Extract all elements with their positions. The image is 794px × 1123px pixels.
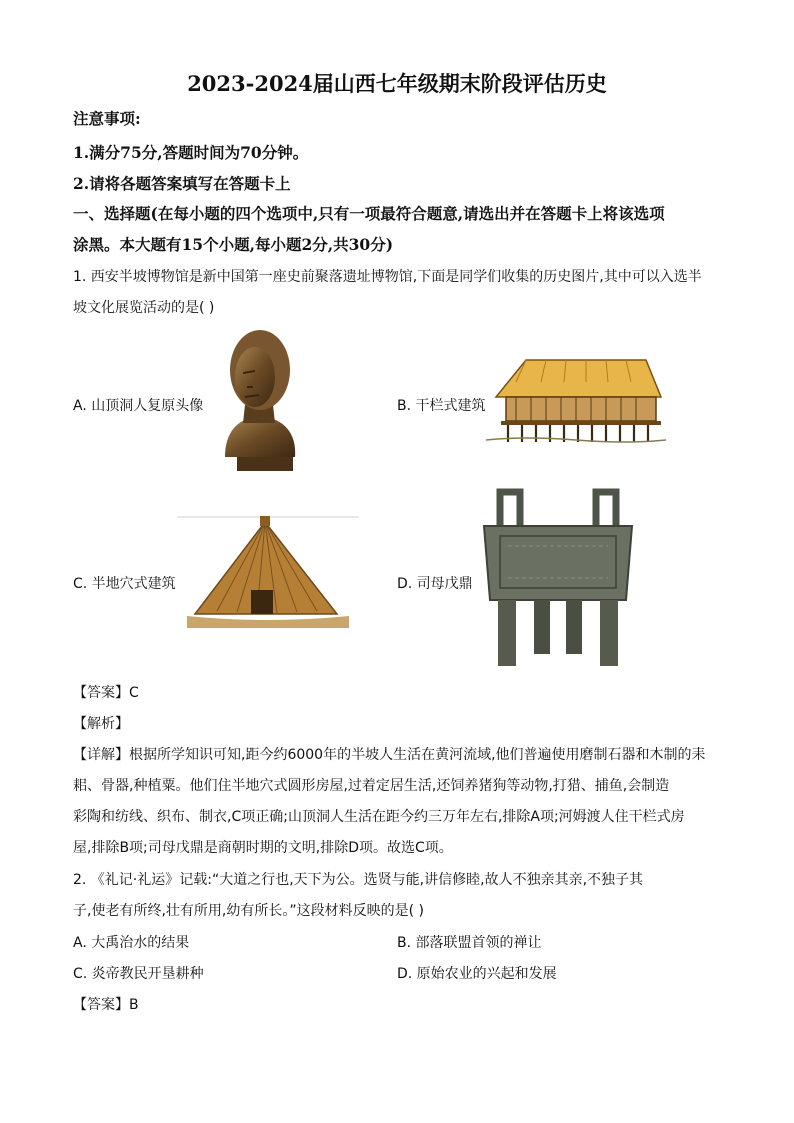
notice-heading: 注意事项:: [73, 109, 141, 128]
notice-item-2: 2.请将各题答案填写在答题卡上: [73, 174, 291, 193]
q1-option-b-label: B. 干栏式建筑: [397, 398, 486, 414]
ding-leg: [600, 600, 618, 666]
pit-dwelling-image: [177, 516, 359, 636]
q1-answer: 【答案】C: [73, 685, 139, 701]
q1-detail-line-2: 耜、骨器,种植粟。他们住半地穴式圆形房屋,过着定居生活,还饲养猪狗等动物,打猎、捕鱼,会制造: [73, 778, 670, 794]
q2-option-d: D. 原始农业的兴起和发展: [397, 966, 557, 982]
q2-stem-line-2: 子,使老有所终,壮有所用,幼有所长。”这段材料反映的是( ): [73, 903, 424, 919]
q2-answer: 【答案】B: [73, 997, 139, 1013]
ding-handle-left: [500, 492, 520, 530]
q2-option-b: B. 部落联盟首领的禅让: [397, 935, 542, 951]
ding-leg: [566, 600, 582, 654]
q1-detail-line-4: 屋,排除B项;司母戊鼎是商朝时期的文明,排除D项。故选C项。: [73, 840, 453, 856]
q2-option-c: C. 炎帝教民开垦耕种: [73, 966, 204, 982]
ding-leg: [498, 600, 516, 666]
bust-face: [235, 347, 275, 407]
bust-base: [237, 455, 293, 471]
stilt-house-image: [486, 352, 666, 447]
q1-stem-line-2: 坡文化展览活动的是( ): [73, 300, 215, 316]
hut-door: [251, 590, 273, 614]
q1-detail-line-1: 【详解】根据所学知识可知,距今约6000年的半坡人生活在黄河流域,他们普遍使用磨制石器和木制的耒: [73, 747, 706, 763]
stilt-roof: [496, 360, 661, 397]
ding-vessel-image: [478, 488, 638, 670]
q2-stem-line-1: 2. 《礼记·礼运》记载:“大道之行也,天下为公。选贤与能,讲信修睦,故人不独亲其亲,不独子其: [73, 872, 644, 888]
section-heading-line-2: 涂黑。本大题有15个小题,每小题2分,共30分): [73, 235, 394, 254]
notice-item-1: 1.满分75分,答题时间为70分钟。: [73, 143, 309, 162]
q1-option-a-label: A. 山顶洞人复原头像: [73, 398, 204, 414]
ding-leg: [534, 600, 550, 654]
page-title: 2023-2024届山西七年级期末阶段评估历史: [187, 71, 607, 96]
q1-option-d-label: D. 司母戊鼎: [397, 576, 473, 592]
ding-handle-right: [596, 492, 616, 530]
ding-body: [484, 526, 632, 600]
section-heading-line-1: 一、选择题(在每小题的四个选项中,只有一项最符合题意,请选出并在答题卡上将该选项: [73, 204, 665, 223]
bust-image: [215, 325, 305, 475]
stilt-walls: [506, 397, 656, 421]
q1-stem-line-1: 1. 西安半坡博物馆是新中国第一座史前聚落遗址博物馆,下面是同学们收集的历史图片,其中可以入选半: [73, 269, 702, 285]
q1-option-c-label: C. 半地穴式建筑: [73, 576, 176, 592]
q1-detail-line-3: 彩陶和纺线、织布、制衣,C项正确;山顶洞人生活在距今约三万年左右,排除A项;河姆渡人住干栏式房: [73, 809, 685, 825]
q2-option-a: A. 大禹治水的结果: [73, 935, 190, 951]
q1-analysis-label: 【解析】: [73, 716, 129, 732]
